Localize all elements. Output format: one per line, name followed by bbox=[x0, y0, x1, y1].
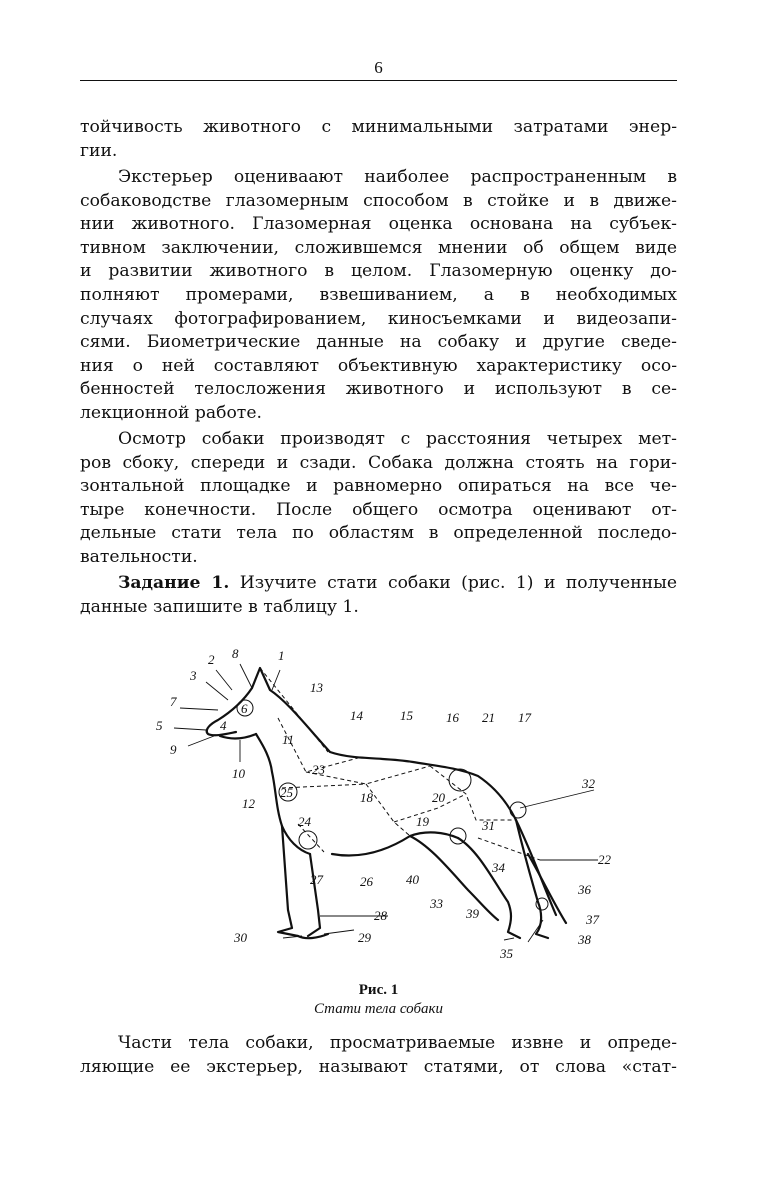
text-line: лекционной работе. bbox=[80, 402, 262, 423]
figure-label: 27 bbox=[310, 872, 323, 887]
text-line: Части тела собаки, просматриваемые извне и опреде- bbox=[118, 1033, 677, 1053]
text-line: Экстерьер оцениваают наиболее распространенным в bbox=[118, 167, 677, 187]
text-line: и развитии животного в целом. Глазомерную оценку до- bbox=[80, 261, 677, 282]
text-line: полняют промерами, взвешиванием, а в необходимых bbox=[80, 284, 677, 305]
task-text: Изучите стати собаки (рис. 1) и полученные bbox=[229, 573, 677, 593]
figure-label: 1 bbox=[278, 648, 285, 663]
figure-label: 38 bbox=[578, 932, 591, 947]
text-line: Осмотр собаки производят с расстояния четырех мет- bbox=[118, 429, 677, 449]
figure-label: 31 bbox=[482, 818, 495, 833]
figure-label: 22 bbox=[598, 852, 611, 867]
figure-label: 18 bbox=[360, 790, 373, 805]
figure-caption-subtitle: Стати тела собаки bbox=[313, 1001, 444, 1017]
figure-label: 10 bbox=[232, 766, 245, 781]
figure-label: 19 bbox=[416, 814, 429, 829]
figure-label: 26 bbox=[360, 874, 373, 889]
figure-label: 7 bbox=[170, 694, 177, 709]
region-boundaries bbox=[260, 668, 540, 860]
figure-label: 25 bbox=[280, 785, 293, 800]
text-line: сями. Биометрические данные на собаку и другие сведе- bbox=[80, 332, 677, 353]
figure-label: 40 bbox=[406, 872, 419, 887]
text-line: данные запишите в таблицу 1. bbox=[80, 596, 359, 617]
text-line: гии. bbox=[80, 140, 118, 161]
figure-label: 13 bbox=[310, 680, 323, 695]
figure-label: 9 bbox=[170, 742, 177, 757]
text-line: тойчивость животного с минимальными затратами энер- bbox=[80, 117, 677, 137]
figure-label: 21 bbox=[482, 710, 495, 725]
figure-label: 36 bbox=[578, 882, 591, 897]
figure-label: 2 bbox=[208, 652, 215, 667]
figure-caption-title: Рис. 1 bbox=[358, 982, 399, 998]
text-line: зонтальной площадке и равномерно опираться на все че- bbox=[80, 476, 677, 497]
page-number: 6 bbox=[374, 58, 383, 77]
figure-label: 11 bbox=[282, 732, 295, 747]
figure-label: 12 bbox=[242, 796, 255, 811]
dog-figure bbox=[148, 640, 611, 965]
text-line: ляющие ее экстерьер, называют статями, от слова «стат- bbox=[80, 1056, 677, 1077]
paragraph-3 bbox=[80, 428, 677, 570]
text-line: ров сбоку, спереди и сзади. Собака должна стоять на гори- bbox=[80, 452, 677, 473]
figure-label: 39 bbox=[466, 906, 479, 921]
page-header bbox=[80, 58, 677, 81]
figure-label: 28 bbox=[374, 908, 387, 923]
text-line: тыре конечности. После общего осмотра оценивают от- bbox=[80, 499, 677, 520]
paragraph-4 bbox=[80, 1032, 677, 1079]
figure-label: 16 bbox=[446, 710, 459, 725]
figure-label: 15 bbox=[400, 708, 413, 723]
figure-label: 30 bbox=[234, 930, 247, 945]
text-line: ния о ней составляют объективную характеристику осо- bbox=[80, 355, 677, 376]
figure-labels bbox=[156, 646, 612, 961]
figure-label: 14 bbox=[350, 708, 363, 723]
figure-label: 5 bbox=[156, 718, 163, 733]
paragraph-2 bbox=[80, 166, 677, 426]
text-line: тивном заключении, сложившемся мнении об общем виде bbox=[80, 237, 677, 258]
figure-label: 6 bbox=[241, 701, 248, 716]
dog-diagram bbox=[148, 640, 611, 965]
dog-outline bbox=[207, 668, 566, 938]
figure-label: 17 bbox=[518, 710, 531, 725]
figure-label: 20 bbox=[432, 790, 445, 805]
figure-label: 34 bbox=[492, 860, 505, 875]
text-line: бенностей телосложения животного и используют в се- bbox=[80, 379, 677, 400]
figure-label: 37 bbox=[586, 912, 599, 927]
task-label: Задание 1. bbox=[118, 573, 230, 593]
figure-label: 23 bbox=[312, 762, 325, 777]
figure-label: 4 bbox=[220, 718, 227, 733]
task-paragraph bbox=[80, 572, 677, 619]
figure-label: 8 bbox=[232, 646, 239, 661]
figure-label: 24 bbox=[298, 814, 311, 829]
figure-label: 35 bbox=[500, 946, 513, 961]
text-line: дельные стати тела по областям в определенной последо- bbox=[80, 523, 677, 544]
figure-label: 33 bbox=[430, 896, 443, 911]
figure-label: 32 bbox=[582, 776, 595, 791]
text-line: вательности. bbox=[80, 546, 198, 567]
figure-label: 3 bbox=[190, 668, 197, 683]
figure-label: 29 bbox=[358, 930, 371, 945]
paragraph-1 bbox=[80, 116, 677, 163]
text-line: собаководстве глазомерным способом в стойке и в движе- bbox=[80, 190, 677, 211]
text-line: случаях фотографированием, киносъемками и видеозапи- bbox=[80, 308, 677, 329]
text-line bbox=[80, 572, 677, 596]
text-line: нии животного. Глазомерная оценка основана на субъек- bbox=[80, 214, 677, 235]
